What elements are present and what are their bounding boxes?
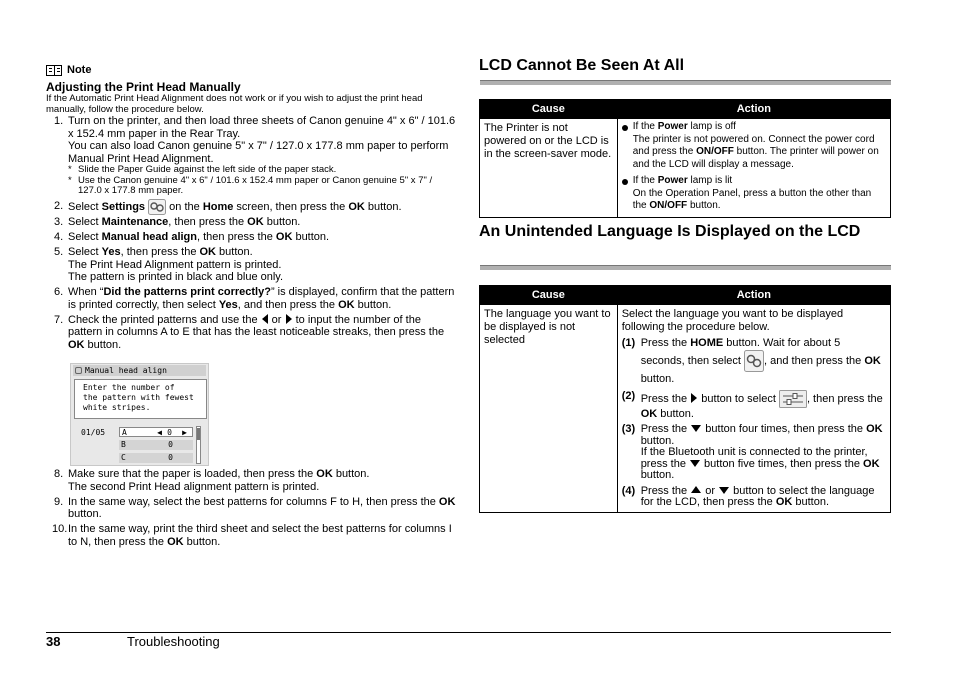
lcd-troubleshoot-table [479,99,891,218]
left-arrow-icon [262,314,268,324]
settings-icon [75,367,82,374]
action-step-1: (1) Press the HOME button. Wait for about 5 seconds, then select , and then press the OK button. [621,337,881,385]
lcd-row-c: C 0 [119,453,193,463]
down-arrow-icon [691,425,701,432]
action-step-3: (3) Press the button four times, then press the OK button. If the Bluetooth unit is connected to the printer, press the button five times, then press the OK button. [621,423,883,481]
action-intro: Select the language you want to be displayed following the procedure below. [621,308,844,333]
down-arrow-icon [719,487,729,494]
table-header-row [480,286,891,305]
action-step-2: (2) Press the button to select , then press the OK button. [621,390,883,420]
footer-rule [46,632,891,633]
action-cell [617,305,890,513]
step-7: 7. Check the printed patterns and use the or to input the number of the pattern in columns A to E that has the least noticeable streaks, then press the OK button. [54,313,445,351]
step-1-extra: You can also load Canon genuine 5" x 7" / 127.0 x 177.8 mm paper to perform Manual Print Head Alignment. [68,140,449,165]
step-1-note-1: * Slide the Paper Guide against the left side of the paper stack. [68,164,337,175]
page-number: 38 [46,634,61,649]
right-arrow-icon [286,314,292,324]
col-cause: Cause [480,286,618,305]
lcd-counter: 01/05 [81,428,106,437]
section-2-rule [480,265,891,270]
cause-cell: The Printer is not powered on or the LCD is in the screen-saver mode. [480,119,618,218]
cause-cell: The language you want to be displayed is not selected [480,305,618,513]
note-intro: If the Automatic Print Head Alignment does not work or if you wish to adjust the print head manually, follow the procedure below. [46,93,423,115]
step-8: 8. Make sure that the paper is loaded, then press the OK button. The second Print Head alignment pattern is printed. [54,468,370,493]
table-header-row [480,100,891,119]
step-2: 2. Select Settings on the Home screen, then press the OK button. [46,199,458,215]
language-troubleshoot-table [479,285,891,513]
right-arrow-icon [691,393,697,403]
up-arrow-icon [691,486,701,493]
col-cause: Cause [480,100,618,119]
action-cell [617,119,890,218]
section-2-heading: An Unintended Language Is Displayed on the LCD [479,223,861,240]
step-1-note-2: * Use the Canon genuine 4" x 6" / 101.6 x 152.4 mm paper or Canon genuine 5" x 7" / 127.0 x 177.8 mm paper. [68,174,433,196]
lcd-screen-image [70,363,209,466]
col-action: Action [617,286,890,305]
step-9: 9. In the same way, select the best patterns for columns F to H, then press the OK button. [54,495,456,520]
left-arrow-icon: ◀ [157,428,162,437]
table-row [480,305,891,513]
lcd-scrollbar [196,426,201,464]
step-1: 1. Turn on the printer, and then load three sheets of Canon genuine 4" x 6" / 101.6 x 152.4 mm paper in the Rear Tray. You can also load Canon genuine 5" x 7" / 127.0 x 177.8 mm paper to perform Manual Print Head Alignment. * Slide the Paper Guide against the left side of the paper stack. * Use the Canon genuine 4" x 6" / 101.6 x 152.4 mm paper or Canon genuine 5" x 7" / 127.0 x 177.8 mm paper. [46,115,458,197]
settings-icon [148,199,166,215]
section-2-heading-wrap [479,222,891,241]
section-1-heading-wrap [479,56,891,75]
action-item-power-lit: If the Power lamp is lit On the Operation Panel, press a button the other than the ON/OFF button. [622,175,886,213]
lcd-message-box: Enter the number of the pattern with fewest white stripes. [74,379,207,419]
lcd-row-a: A ◀ 0 ▶ [119,427,193,437]
action-item-power-off: If the Power lamp is off The printer is not powered on. Connect the power cord and press the ON/OFF button. The printer will power on and the LCD will display a message. [622,121,886,171]
section-1-rule [480,80,891,85]
language-settings-icon [779,390,807,408]
note-heading [46,64,91,76]
note-label: Note [67,64,92,76]
settings-icon [744,350,764,372]
lcd-row-b: B 0 [119,440,193,450]
step-1-text: Turn on the printer, and then load three sheets of Canon genuine 4" x 6" / 101.6 x 152.4 mm paper in the Rear Tray. [68,115,456,140]
step-3: 3. Select Maintenance, then press the OK button. [54,216,301,228]
col-action: Action [617,100,890,119]
note-icon [46,65,62,76]
lcd-title-bar: Manual head align [73,365,206,376]
step-5: 5. Select Yes, then press the OK button. The Print Head Alignment pattern is printed. The pattern is printed in black and blue only. [54,246,284,283]
step-10: 10. In the same way, print the third sheet and select the best patterns for columns I to N, then press the OK button. [52,523,452,548]
procedure-steps-continued [46,468,458,548]
action-step-4: (4) Press the or button to select the language for the LCD, then press the OK button. [621,484,875,508]
footer-title: Troubleshooting [127,634,220,649]
note-title: Adjusting the Print Head Manually [46,80,241,94]
section-1-heading: LCD Cannot Be Seen At All [479,57,685,74]
procedure-steps [46,115,458,351]
step-4: 4. Select Manual head align, then press the OK button. [54,231,330,243]
table-row [480,119,891,218]
step-6: 6. When “Did the patterns print correctly?” is displayed, confirm that the pattern is printed correctly, then select Yes, and then press the OK button. [54,286,455,311]
right-arrow-icon: ▶ [182,428,187,437]
down-arrow-icon [690,460,700,467]
